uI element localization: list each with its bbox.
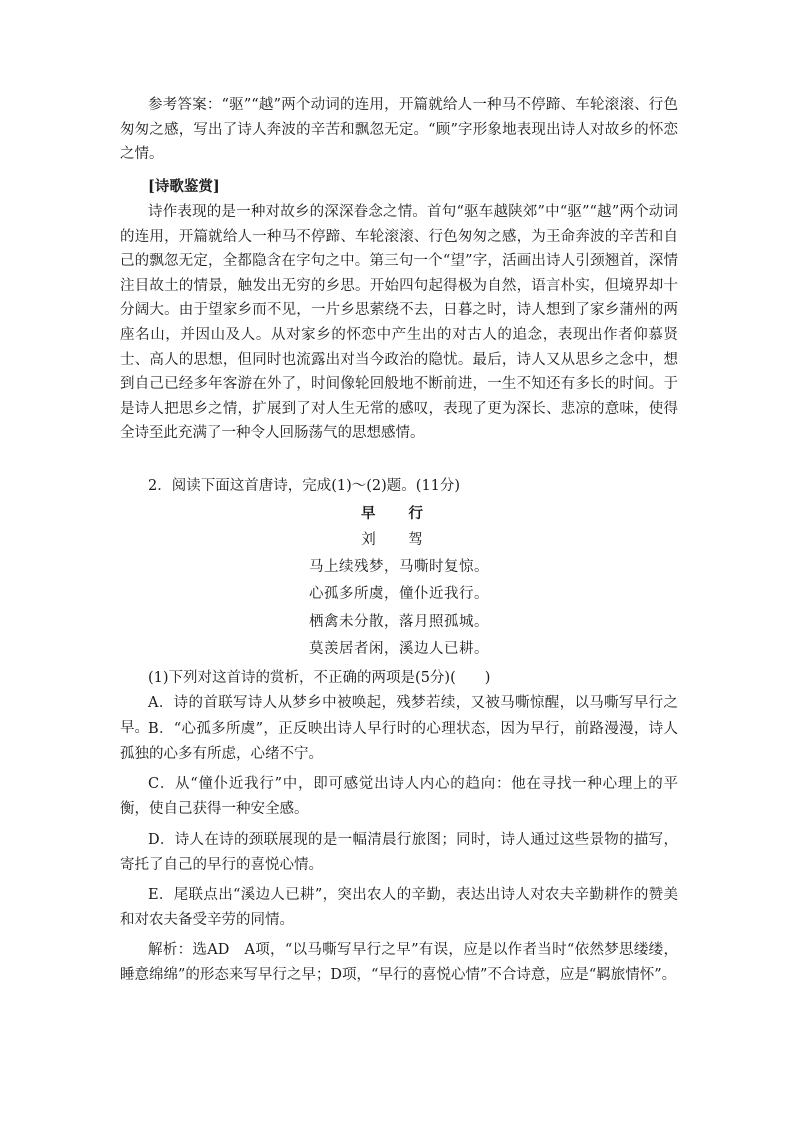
option-e: E．尾联点出“溪边人已耕”，突出农人的辛勤，表达出诗人对农夫辛勤耕作的赞美和对农夫备受辛劳的同情。: [120, 887, 678, 928]
poem-author: 刘 驾: [361, 532, 437, 548]
question-2-prompt: 2．阅读下面这首唐诗，完成(1)～(2)题。(11分): [148, 478, 461, 494]
poem-line-3: 栖禽未分散，落月照孤城。: [309, 614, 489, 630]
option-d: D．诗人在诗的颈联展现的是一幅清晨行旅图；同时，诗人通过这些景物的描写，寄托了自己的早行的喜悦心情。: [120, 832, 678, 873]
appreciation-heading: [诗歌鉴赏]: [148, 178, 220, 195]
poem-title: 早 行: [360, 505, 438, 522]
sub-question-1: (1)下列对这首诗的赏析，不正确的两项是(5分)( ): [148, 670, 491, 686]
option-a: A．诗的首联写诗人从梦乡中被唤起，残梦若续，又被马嘶惊醒，以马嘶写早行之早。: [120, 695, 678, 736]
poem-line-2: 心孤多所虞，僮仆近我行。: [309, 586, 489, 602]
answer-reference: 参考答案：“驱”“越”两个动词的连用，开篇就给人一种马不停蹄、车轮滚滚、行色匆匆之感，写出了诗人奔波的辛苦和飘忽无定。“顾”字形象地表现出诗人对故乡的怀恋之情。: [120, 97, 678, 163]
poem-line-4: 莫羡居者闲，溪边人已耕。: [309, 641, 489, 657]
poem-line-1: 马上续残梦，马嘶时复惊。: [309, 559, 489, 575]
option-b: B．“心孤多所虞”，正反映出诗人早行时的心理状态，因为早行，前路漫漫，诗人孤独的心多有所虑，心绪不宁。: [120, 721, 678, 762]
analysis-text: 解析：选AD A项，“以马嘶写早行之早”有误，应是以作者当时“依然梦思缕缕，睡意绵绵”的形态来写早行之早；D项，“早行的喜悦心情”不合诗意，应是“羁旅情怀”。: [120, 942, 678, 983]
appreciation-text: 诗作表现的是一种对故乡的深深眷念之情。首句“驱车越陕郊”中“驱”“越”两个动词的连用，开篇就给人一种马不停蹄、车轮滚滚、行色匆匆之感，为王命奔波的辛苦和自己的飘忽无定，全都隐含在字句之中。第三句一个“望”字，活画出诗人引颈翘首，深情注目故土的情景，触发出无穷的乡思。开始四句起得极为自然，语言朴实，但境界却十分阔大。由于望家乡而不见，一片乡思萦绕不去，日暮之时，诗人想到了家乡蒲州的两座名山，并因山及人。从对家乡的怀恋中产生出的对古人的追念，表现出作者仰慕贤士、高人的思想，但同时也流露出对当今政治的隐忧。最后，诗人又从思乡之念中，想到自己已经多年客游在外了，时间像轮回般地不断前进，一生不知还有多长的时间。于是诗人把思乡之情，扩展到了对人生无常的感叹，表现了更为深长、悲凉的意味，使得全诗至此充满了一种令人回肠荡气的思想感情。: [120, 204, 678, 442]
option-c: C．从“僮仆近我行”中，即可感觉出诗人内心的趋向：他在寻找一种心理上的平衡，使自己获得一种安全感。: [120, 776, 678, 817]
